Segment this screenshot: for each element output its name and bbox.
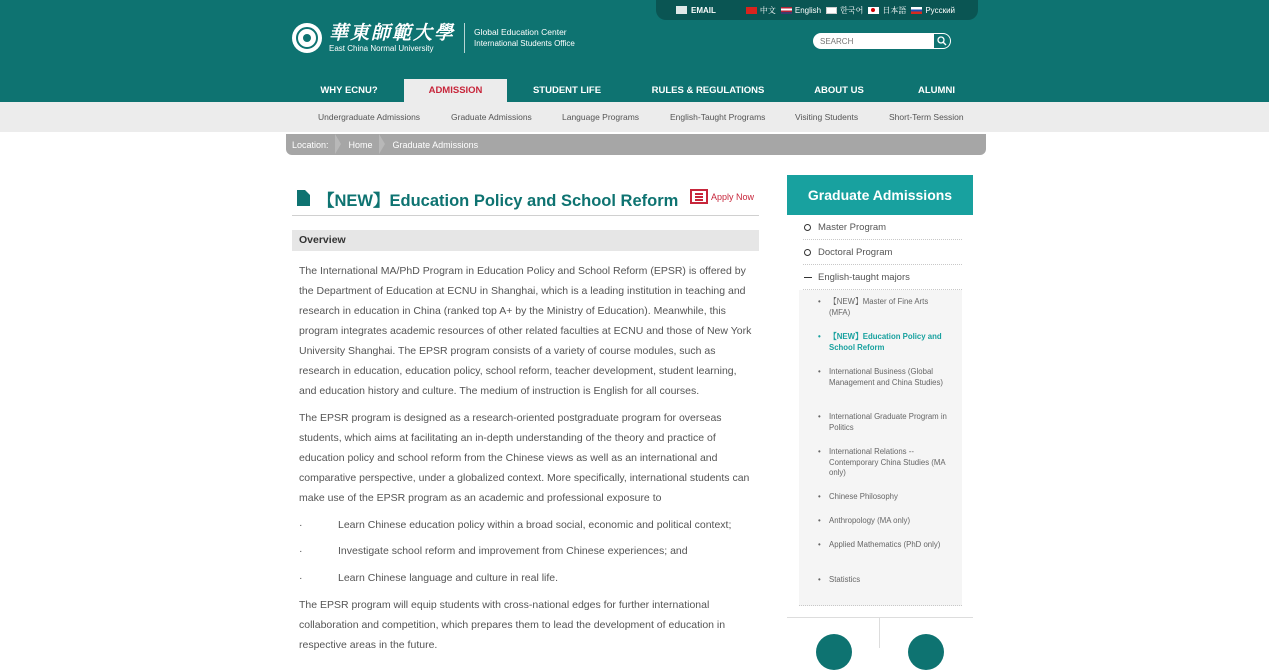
search-button[interactable] xyxy=(933,33,951,49)
breadcrumb-location-label: Location: xyxy=(292,139,329,150)
article-paragraph: The EPSR program will equip students with cross-national edges for further international collaboration and competition, which prepares them to lead the development of education in respective areas in the future. xyxy=(299,599,726,651)
breadcrumb-separator-icon xyxy=(379,134,387,155)
lang-korean[interactable]: 한국어 xyxy=(826,5,863,16)
apply-now-button[interactable] xyxy=(690,189,754,204)
lang-english[interactable]: English xyxy=(781,6,821,15)
search-input[interactable] xyxy=(813,33,935,49)
sidebar-item-master[interactable]: Master Program xyxy=(803,216,962,240)
lang-japanese[interactable]: 日本語 xyxy=(868,5,906,16)
nav-admission[interactable]: ADMISSION xyxy=(404,79,507,102)
university-logo[interactable] xyxy=(292,21,575,55)
nav-why-ecnu[interactable]: WHY ECNU? xyxy=(320,85,378,96)
list-item-text: Learn Chinese language and culture in real life. xyxy=(338,572,559,584)
sidebar-quick-links xyxy=(787,617,973,647)
search-box xyxy=(813,33,951,49)
sidebar-item-doctoral[interactable]: Doctoral Program xyxy=(803,241,962,265)
circle-bullet-icon xyxy=(804,249,811,256)
article-paragraph: The EPSR program is designed as a research-oriented postgraduate program for overseas students, which aims at facilitating an in-depth understanding of the theory and practice of education policy and school reform from the Chinese views as well as an international and comparative perspective, under a globalized context. More specifically, international students can make use of the EPSR program as an academic and professional exposure to xyxy=(299,412,750,504)
document-icon xyxy=(297,190,310,206)
breadcrumb xyxy=(286,134,986,155)
sub-navigation xyxy=(0,102,1269,132)
nav-rules-regulations[interactable]: RULES & REGULATIONS xyxy=(651,85,765,96)
language-switcher xyxy=(746,5,955,16)
sidebar-heading: Graduate Admissions xyxy=(787,175,973,215)
bullet-mark: · xyxy=(299,572,303,584)
korea-flag-icon xyxy=(826,7,837,14)
main-navigation xyxy=(294,79,984,102)
page-title: 【NEW】Education Policy and School Reform xyxy=(318,192,679,210)
subnav-visiting-students[interactable]: Visiting Students xyxy=(795,112,859,122)
apply-now-label: Apply Now xyxy=(711,191,755,202)
subnav-english-taught[interactable]: English-Taught Programs xyxy=(670,112,766,122)
quick-links-divider xyxy=(879,618,880,648)
breadcrumb-separator-icon xyxy=(335,134,343,155)
china-flag-icon xyxy=(746,7,757,14)
subnav-short-term[interactable]: Short-Term Session xyxy=(889,112,964,122)
bullet-mark: · xyxy=(299,519,303,531)
subnav-undergraduate[interactable]: Undergraduate Admissions xyxy=(318,112,421,122)
quick-link-circle-icon[interactable] xyxy=(816,634,852,670)
application-form-icon xyxy=(690,189,708,204)
search-icon xyxy=(937,36,947,46)
university-seal-icon xyxy=(292,23,322,53)
top-utility-bar xyxy=(656,0,978,20)
us-flag-icon xyxy=(781,7,792,14)
lang-chinese[interactable]: 中文 xyxy=(746,5,776,16)
nav-about-us[interactable]: ABOUT US xyxy=(814,85,864,96)
quick-link-circle-icon[interactable] xyxy=(908,634,944,670)
logo-divider xyxy=(464,23,465,53)
circle-bullet-icon xyxy=(804,224,811,231)
breadcrumb-home[interactable]: Home xyxy=(348,139,373,150)
overview-heading: Overview xyxy=(292,230,759,251)
list-item-text: Learn Chinese education policy within a broad social, economic and political context; xyxy=(338,519,732,531)
logo-english-name: East China Normal University xyxy=(329,43,434,53)
article-paragraph: The International MA/PhD Program in Education Policy and School Reform (EPSR) is offered by the Department of Education at ECNU in Shanghai, which is a leading institution in teaching and research in education in China (ranked top A+ by the Ministry of Education). Meanwhile, this program integrates academic resources of other related faculties at ECNU and those of New York University Shanghai. The EPSR program consists of a variety of course modules, such as research in education, education policy, school reform, teacher development, student learning, and education history and culture. The medium of instruction is English for all courses. xyxy=(299,265,752,397)
nav-alumni[interactable]: ALUMNI xyxy=(918,85,955,96)
sidebar-item-english-taught[interactable]: English-taught majors xyxy=(803,266,962,290)
nav-student-life[interactable]: STUDENT LIFE xyxy=(532,85,602,96)
lang-russian[interactable]: Русский xyxy=(911,6,955,15)
breadcrumb-current[interactable]: Graduate Admissions xyxy=(392,139,479,150)
office-name-line1: Global Education Center xyxy=(474,27,567,37)
collapse-dash-icon xyxy=(804,277,812,279)
mail-icon xyxy=(676,6,687,14)
list-item-text: Investigate school reform and improvement from Chinese experiences; and xyxy=(338,545,688,557)
email-link[interactable] xyxy=(676,6,716,15)
subnav-language-programs[interactable]: Language Programs xyxy=(562,112,640,122)
article-title-row xyxy=(292,184,759,216)
russia-flag-icon xyxy=(911,7,922,14)
bullet-mark: · xyxy=(299,545,303,557)
office-name-line2: International Students Office xyxy=(474,39,575,48)
email-label: EMAIL xyxy=(691,5,716,15)
japan-flag-icon xyxy=(868,7,879,14)
logo-chinese-name: 華東師範大學 xyxy=(329,21,456,44)
subnav-graduate[interactable]: Graduate Admissions xyxy=(451,112,532,122)
site-header xyxy=(0,0,1269,102)
